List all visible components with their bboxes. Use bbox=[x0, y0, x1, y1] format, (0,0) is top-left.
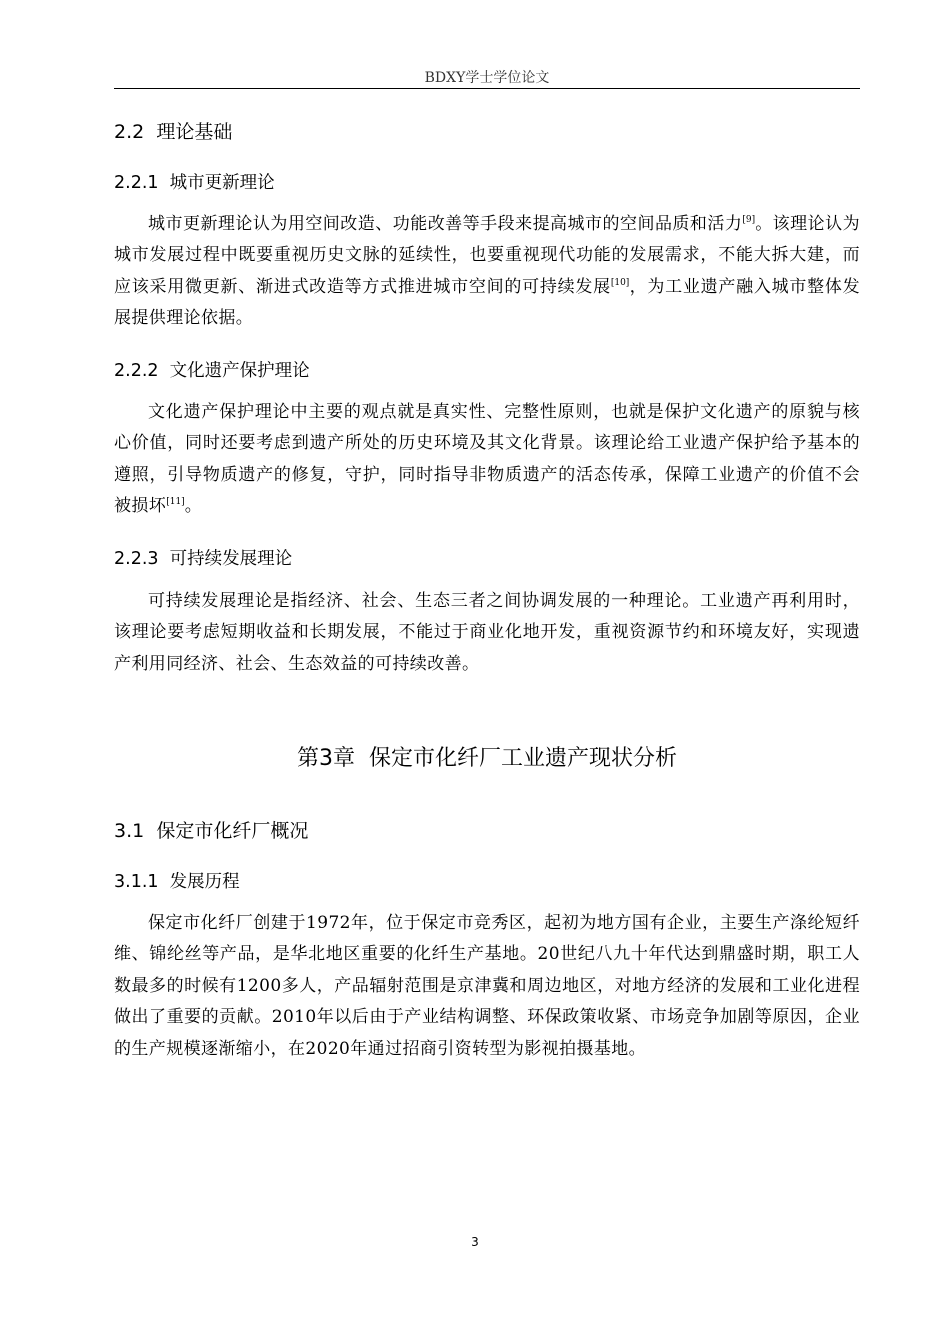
section-number: 2.2.2 bbox=[114, 361, 159, 381]
citation: [10] bbox=[610, 277, 630, 288]
paragraph-urban-renewal bbox=[114, 209, 860, 335]
header-title: BDXY学士学位论文 bbox=[424, 70, 550, 86]
paragraph-text: 。该理论认为城市发展过程中既要重视历史文脉的延续性，也要重视现代功能的发展需求，不能大拆大建，而应该采用微更新、渐进式改造等方式推进城市空间的可持续发展 bbox=[114, 214, 860, 297]
paragraph-text: 城市更新理论认为用空间改造、功能改善等手段来提高城市的空间品质和活力 bbox=[148, 214, 743, 234]
section-title: 城市更新理论 bbox=[169, 173, 275, 193]
page-number: 3 bbox=[471, 1235, 479, 1249]
section-title: 保定市化纤厂概况 bbox=[156, 820, 309, 842]
section-heading-2-2-1 bbox=[114, 171, 275, 195]
section-title: 文化遗产保护理论 bbox=[169, 361, 310, 381]
section-number: 3.1.1 bbox=[114, 872, 159, 892]
paragraph-text: 文化遗产保护理论中主要的观点就是真实性、完整性原则，也就是保护文化遗产的原貌与核心价值，同时还要考虑到遗产所处的历史环境及其文化背景。该理论给工业遗产保护给予基本的遵照，引导物质遗产的修复，守护，同时指导非物质遗产的活态传承，保障工业遗产的价值不会被损坏 bbox=[114, 402, 860, 517]
paragraph-sustainable-development bbox=[114, 586, 860, 680]
chapter-heading-3 bbox=[114, 744, 860, 774]
paragraph-text: 可持续发展理论是指经济、社会、生态三者之间协调发展的一种理论。工业遗产再利用时，该理论要考虑短期收益和长期发展，不能过于商业化地开发，重视资源节约和环境友好，实现遗产利用同经济、社会、生态效益的可持续改善。 bbox=[114, 591, 860, 674]
page-header bbox=[114, 68, 860, 89]
section-title: 发展历程 bbox=[169, 872, 240, 892]
section-number: 2.2 bbox=[114, 121, 145, 143]
section-heading-2-2 bbox=[114, 119, 232, 145]
paragraph-heritage-protection bbox=[114, 397, 860, 523]
section-heading-3-1 bbox=[114, 818, 308, 844]
section-heading-2-2-2 bbox=[114, 359, 310, 383]
section-number: 2.2.1 bbox=[114, 173, 159, 193]
chapter-title: 保定市化纤厂工业遗产现状分析 bbox=[368, 746, 677, 771]
section-number: 2.2.3 bbox=[114, 549, 159, 569]
paragraph-text: 保定市化纤厂创建于1972年，位于保定市竞秀区，起初为地方国有企业，主要生产涤纶短纤维、锦纶丝等产品，是华北地区重要的化纤生产基地。20世纪八九十年代达到鼎盛时期，职工人数最多的时候有1200多人，产品辐射范围是京津冀和周边地区，对地方经济的发展和工业化进程做出了重要的贡献。2010年以后由于产业结构调整、环保政策收紧、市场竞争加剧等原因，企业的生产规模逐渐缩小，在2020年通过招商引资转型为影视拍摄基地。 bbox=[114, 913, 860, 1059]
section-heading-2-2-3 bbox=[114, 547, 292, 571]
chapter-label: 第3章 bbox=[296, 746, 355, 771]
section-number: 3.1 bbox=[114, 820, 145, 842]
paragraph-text: 。 bbox=[184, 496, 203, 517]
citation: [11] bbox=[166, 497, 185, 508]
section-title: 理论基础 bbox=[156, 121, 233, 143]
section-heading-3-1-1 bbox=[114, 870, 240, 894]
section-title: 可持续发展理论 bbox=[169, 549, 293, 569]
paragraph-development-history bbox=[114, 908, 860, 1065]
paragraph-text: ，为工业遗产融入城市整体发展提供理论依据。 bbox=[114, 276, 861, 329]
citation: [9] bbox=[742, 215, 756, 225]
